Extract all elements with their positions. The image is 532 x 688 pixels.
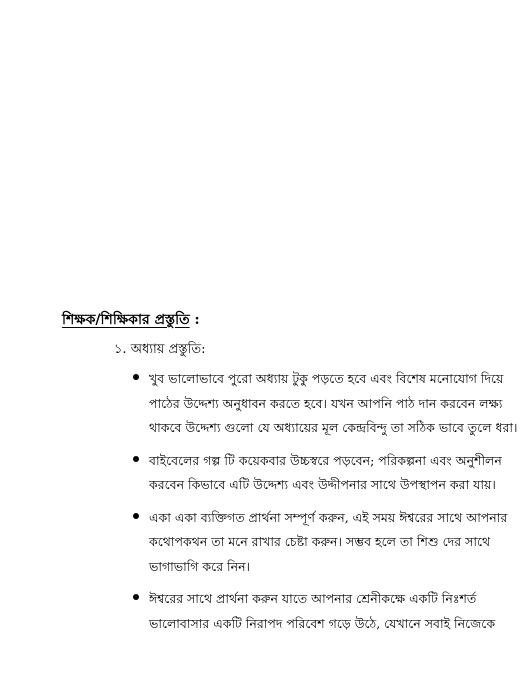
heading-suffix: :: [189, 312, 200, 328]
bullet-line: ঈশ্বরের সাথে প্রার্থনা করুন যাতে আপনার শ্রেনীকক্ষে একটি নিঃশর্ত: [149, 591, 477, 606]
bullet-line: ভালোবাসার একটি নিরাপদ পরিবেশ গড়ে উঠে, যেখানে সবাই নিজেকে: [149, 615, 496, 631]
bullet-line: ভাগাভাগি করে নিন।: [149, 558, 251, 574]
bullet-dot-icon: [133, 594, 139, 600]
bullet-line: খুব ভালোভাবে পুরো অধ্যায় টুকু পড়তে হবে এবং বিশেষ মনোযোগ দিয়ে: [149, 371, 504, 386]
heading-text: শিক্ষক/শিক্ষিকার প্রস্তুতি: [62, 312, 190, 328]
bullet-line: থাকবে উদ্দেশ্য গুলো যে অধ্যায়ের মূল কেন্দ্রবিন্দু তা সঠিক ভাবে তুলে ধরা।: [149, 420, 518, 435]
bullet-line: একা একা ব্যক্তিগত প্রার্থনা সম্পূর্ণ করুন, এই সময় ঈশ্বরের সাথে আপনার: [149, 509, 508, 525]
bullet-line: বাইবেলের গল্প টি কয়েকবার উচ্চস্বরে পড়বেন; পরিকল্পনা এবং অনুশীলন: [149, 452, 502, 468]
bullet-dot-icon: [133, 513, 139, 519]
bullet-item: [133, 506, 508, 580]
bullet-line: পাঠের উদ্দেশ্য অনুধাবন করতে হবে। যখন আপনি পাঠ দান করবেন লক্ষ্য: [149, 395, 503, 411]
section-heading: [62, 311, 200, 329]
bullet-line: কথোপকথন তা মনে রাখার চেষ্টা করুন। সম্ভব হলে তা শিশু দের সাথে: [149, 534, 491, 549]
bullet-item: [133, 587, 496, 636]
subsection-title: ১. অধ্যায় প্রস্তুতি:: [114, 342, 206, 357]
bullet-dot-icon: [133, 456, 139, 462]
bullet-item: [133, 367, 518, 441]
bullet-item: [133, 449, 502, 498]
bullet-dot-icon: [133, 374, 139, 380]
bullet-line: করবেন কিভাবে এটি উদ্দেশ্য এবং উদ্দীপনার সাথে উপস্থাপন করা যায়।: [149, 477, 496, 492]
bullet-list: [133, 367, 518, 644]
